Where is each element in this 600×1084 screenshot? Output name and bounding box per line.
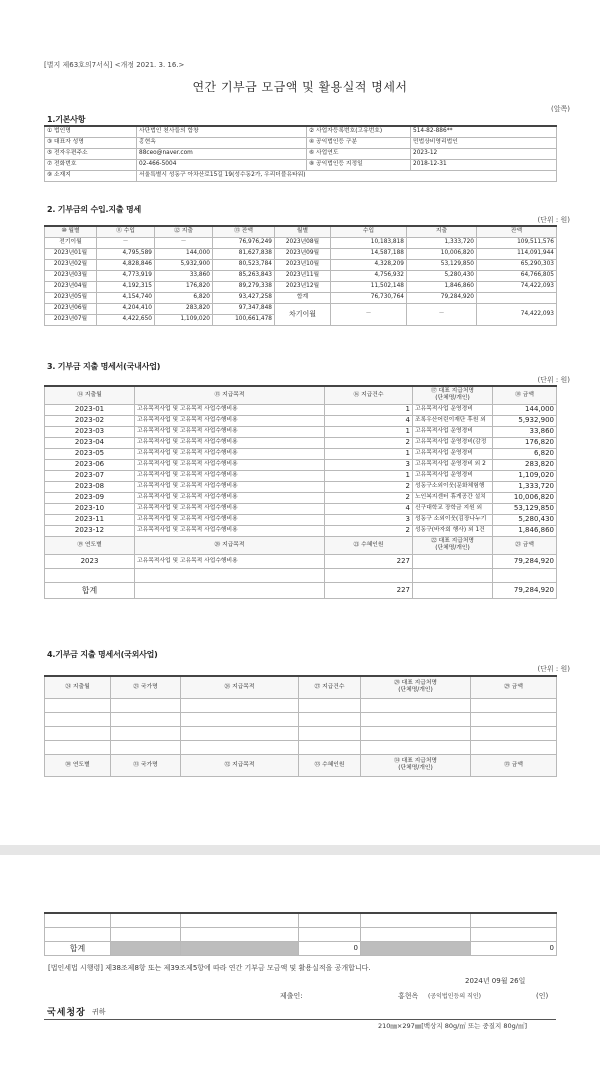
column-header: ㉑ 수혜인원 [325, 536, 413, 554]
submitter-label: 제출인: [280, 992, 303, 1000]
expense-payee: 신구대학교 장학금 지원 외 [413, 503, 493, 514]
shaded-cell [361, 941, 471, 955]
column-header: ⑯ 지급건수 [325, 386, 413, 404]
expense-count: 4 [325, 503, 413, 514]
income-cell: 53,129,850 [407, 259, 477, 270]
blank-cell [299, 740, 361, 754]
foreign-blank-row [45, 698, 557, 712]
income-row [45, 237, 557, 248]
basic-label: ② 사업자등록번호(고유번호) [307, 126, 411, 137]
submitter-role: (공익법인등의 직인) [428, 993, 481, 1000]
blank-cell [299, 913, 361, 927]
expense-amount: 5,280,430 [493, 514, 557, 525]
domestic-total-row [45, 582, 557, 598]
blank-cell [493, 568, 557, 582]
income-cell: 2023년02월 [45, 259, 97, 270]
income-cell: 14,587,188 [331, 248, 407, 259]
income-cell: 76,730,764 [331, 292, 407, 303]
recipient-suffix: 귀하 [92, 1008, 106, 1016]
basic-row [45, 170, 557, 181]
total-amount: 0 [471, 941, 557, 955]
foreign-year-header-row [45, 754, 557, 776]
income-cell: 2023년04월 [45, 281, 97, 292]
section-basic-title: 1.기본사항 [47, 115, 86, 124]
domestic-row [45, 514, 557, 525]
address-label: ⑨ 소재지 [45, 170, 137, 181]
income-cell: 76,976,249 [213, 237, 275, 248]
column-header: ⑲ 연도별 [45, 536, 135, 554]
basic-row [45, 159, 557, 170]
blank-cell [471, 913, 557, 927]
foreign-year-blank-row [45, 927, 557, 941]
expense-amount: 1,846,860 [493, 525, 557, 536]
blank-cell [361, 712, 471, 726]
income-cell: 114,091,944 [477, 248, 557, 259]
expense-purpose: 고유목적사업 및 고유목적 사업수행비용 [135, 415, 325, 426]
income-cell: 합계 [275, 292, 331, 303]
income-cell: 2023년05월 [45, 292, 97, 303]
foreign-expense-table [44, 675, 557, 777]
income-cell: 176,820 [155, 281, 213, 292]
expense-purpose: 고유목적사업 및 고유목적 사업수행비용 [135, 525, 325, 536]
blank-cell [45, 740, 111, 754]
income-unit: (단위 : 원) [537, 216, 570, 224]
basic-info-table [44, 125, 557, 182]
total-count: 227 [325, 582, 413, 598]
blank-cell [361, 913, 471, 927]
basic-label: ⑦ 전화번호 [45, 159, 137, 170]
blank-cell [413, 568, 493, 582]
domestic-row [45, 415, 557, 426]
header-line: ㉘ 대표 지급처명 [393, 680, 438, 687]
blank-cell [45, 698, 111, 712]
basic-value: 02-466-5004 [137, 159, 307, 170]
income-cell: 1,333,720 [407, 237, 477, 248]
expense-purpose: 고유목적사업 및 고유목적 사업수행비용 [135, 492, 325, 503]
income-cell [477, 292, 557, 303]
expense-month: 2023-02 [45, 415, 135, 426]
header-line: (단체명/개인) [435, 545, 470, 551]
basic-label: ⑤ 전자우편주소 [45, 148, 137, 159]
column-header: ⑭ 지출월 [45, 386, 135, 404]
total-count: 0 [299, 941, 361, 955]
expense-payee: 고유목적사업 운영경비 외 2 [413, 459, 493, 470]
income-cell: 97,347,848 [213, 303, 275, 314]
blank-cell [45, 913, 111, 927]
domestic-year-row [45, 554, 557, 568]
blank-cell [299, 712, 361, 726]
column-header [413, 536, 493, 554]
column-header: ㉖ 지급목적 [181, 676, 299, 698]
expense-amount: 1,109,020 [493, 470, 557, 481]
year-purpose: 고유목적사업 및 고유목적 사업수행비용 [135, 554, 325, 568]
header-line: (단체명/개인) [435, 395, 470, 402]
column-header [413, 386, 493, 404]
blank-cell [181, 712, 299, 726]
blank-cell [181, 698, 299, 712]
column-header: 월별 [275, 226, 331, 237]
basic-row [45, 126, 557, 137]
income-cell: 100,661,478 [213, 314, 275, 325]
basic-label: ⑧ 공익법인등 지정일 [307, 159, 411, 170]
basic-label: ③ 대표자 성명 [45, 137, 137, 148]
income-cell: 4,756,932 [331, 270, 407, 281]
blank-cell [181, 726, 299, 740]
column-header [361, 754, 471, 776]
blank-cell [181, 927, 299, 941]
expense-count: 2 [325, 525, 413, 536]
income-cell: 109,511,576 [477, 237, 557, 248]
blank-cell [471, 712, 557, 726]
expense-payee: 고유목적사업 운영경비 [413, 448, 493, 459]
domestic-row [45, 503, 557, 514]
column-header: ⑫ 지출 [155, 226, 213, 237]
expense-count: 3 [325, 459, 413, 470]
income-cell: 79,284,920 [407, 292, 477, 303]
income-row [45, 270, 557, 281]
domestic-row [45, 470, 557, 481]
column-header: ㉕ 국가명 [111, 676, 181, 698]
expense-payee: 고유목적사업 운영경비 [413, 404, 493, 415]
expense-amount: 33,860 [493, 426, 557, 437]
income-cell: 5,280,430 [407, 270, 477, 281]
income-cell: 93,427,258 [213, 292, 275, 303]
income-cell: 283,820 [155, 303, 213, 314]
total-label: 합계 [45, 582, 135, 598]
header-line: ㉒ 대표 지급처명 [430, 538, 475, 544]
expense-amount: 6,820 [493, 448, 557, 459]
column-header: ⑱ 금액 [493, 386, 557, 404]
column-header: ㉓ 금액 [493, 536, 557, 554]
header-line: (단체명/개인) [398, 765, 433, 771]
blank-cell [413, 582, 493, 598]
expense-purpose: 고유목적사업 및 고유목적 사업수행비용 [135, 448, 325, 459]
income-cell: 2023년07월 [45, 314, 97, 325]
blank-cell [111, 927, 181, 941]
column-header: 수입 [331, 226, 407, 237]
income-cell: 65,290,303 [477, 259, 557, 270]
blank-cell [471, 698, 557, 712]
expense-payee: 성동구소외이웃(문화체험행 [413, 481, 493, 492]
address-value: 서울특별시 성동구 아차산로15길 19(성수동2가, 우리더블유타워) [137, 170, 557, 181]
income-cell: 1,109,020 [155, 314, 213, 325]
carry-over-label: 차기이월 [275, 303, 331, 325]
foreign-total-row [45, 941, 557, 955]
income-header-row [45, 226, 557, 237]
income-cell: 33,860 [155, 270, 213, 281]
expense-amount: 53,129,850 [493, 503, 557, 514]
domestic-row [45, 492, 557, 503]
blank-cell [135, 568, 325, 582]
expense-amount: 144,000 [493, 404, 557, 415]
domestic-row [45, 404, 557, 415]
total-amount: 79,284,920 [493, 582, 557, 598]
blank-cell [181, 913, 299, 927]
income-cell: 10,006,820 [407, 248, 477, 259]
domestic-row [45, 481, 557, 492]
expense-purpose: 고유목적사업 및 고유목적 사업수행비용 [135, 514, 325, 525]
foreign-unit: (단위 : 원) [537, 665, 570, 673]
income-cell: 81,627,838 [213, 248, 275, 259]
blank-cell [471, 927, 557, 941]
income-cell: 2023년09월 [275, 248, 331, 259]
blank-cell [111, 726, 181, 740]
header-line: (단체명/개인) [398, 687, 433, 694]
column-header: 잔액 [477, 226, 557, 237]
expense-month: 2023-06 [45, 459, 135, 470]
expense-count: 2 [325, 492, 413, 503]
income-cell: 4,828,846 [97, 259, 155, 270]
column-header: ㉜ 지급목적 [181, 754, 299, 776]
domestic-header-row [45, 386, 557, 404]
domestic-row [45, 437, 557, 448]
section-foreign-title: 4.기부금 지출 명세서(국외사업) [47, 650, 158, 659]
document-title: 연간 기부금 모금액 및 활용실적 명세서 [192, 80, 408, 94]
column-header: ㉗ 지급건수 [299, 676, 361, 698]
domestic-row [45, 525, 557, 536]
expense-count: 1 [325, 426, 413, 437]
basic-value: 2023-12 [411, 148, 557, 159]
expense-payee: 고유목적사업 운영경비 [413, 470, 493, 481]
expense-count: 1 [325, 470, 413, 481]
income-cell: 144,000 [155, 248, 213, 259]
income-cell: 6,820 [155, 292, 213, 303]
income-cell: 64,766,805 [477, 270, 557, 281]
income-cell: 4,422,650 [97, 314, 155, 325]
income-row [45, 303, 557, 314]
foreign-year-blank-row [45, 913, 557, 927]
expense-payee: 성동구(바자회 행사) 외 1건 [413, 525, 493, 536]
income-cell: － [155, 237, 213, 248]
carry-over-balance: 74,422,093 [477, 303, 557, 325]
basic-value: 2018-12-31 [411, 159, 557, 170]
law-note: [법인세법 시행령] 제38조제8항 또는 제39조제5항에 따라 연간 기부금 모금액 및 활용실적을 공개합니다. [48, 964, 371, 972]
blank-cell [361, 740, 471, 754]
column-header: ㉛ 국가명 [111, 754, 181, 776]
section-income-title: 2. 기부금의 수입.지출 명세 [47, 205, 142, 214]
income-cell: 5,932,900 [155, 259, 213, 270]
basic-value: 홍현옥 [137, 137, 307, 148]
expense-amount: 10,006,820 [493, 492, 557, 503]
page-side-label: (앞쪽) [551, 105, 570, 113]
expense-amount: 5,932,900 [493, 415, 557, 426]
blank-cell [299, 726, 361, 740]
column-header: ⑬ 잔액 [213, 226, 275, 237]
column-header: 지출 [407, 226, 477, 237]
income-row [45, 248, 557, 259]
domestic-blank-row [45, 568, 557, 582]
year-beneficiaries: 227 [325, 554, 413, 568]
income-cell: 1,846,860 [407, 281, 477, 292]
expense-purpose: 고유목적사업 및 고유목적 사업수행비용 [135, 404, 325, 415]
blank-cell [471, 740, 557, 754]
expense-payee: 성동구 소외이웃(김장나누기 [413, 514, 493, 525]
expense-month: 2023-04 [45, 437, 135, 448]
year-amount: 79,284,920 [493, 554, 557, 568]
total-label: 합계 [45, 941, 111, 955]
expense-month: 2023-11 [45, 514, 135, 525]
header-line: ⑰ 대표 지급처명 [430, 388, 475, 395]
shaded-cell [181, 941, 299, 955]
income-cell: 4,773,919 [97, 270, 155, 281]
foreign-total-table [44, 912, 557, 956]
income-cell: 80,523,784 [213, 259, 275, 270]
income-cell: 2023년06월 [45, 303, 97, 314]
expense-payee: 고유목적사업 운영경비 [413, 426, 493, 437]
expense-count: 3 [325, 514, 413, 525]
income-cell: 11,502,148 [331, 281, 407, 292]
income-expense-table [44, 225, 557, 326]
basic-label: ① 법인명 [45, 126, 137, 137]
income-cell: 2023년10월 [275, 259, 331, 270]
expense-month: 2023-05 [45, 448, 135, 459]
column-header: ⑩ 월별 [45, 226, 97, 237]
income-row [45, 292, 557, 303]
foreign-blank-row [45, 740, 557, 754]
blank-cell [361, 698, 471, 712]
expense-purpose: 고유목적사업 및 고유목적 사업수행비용 [135, 503, 325, 514]
recipient: 국세청장 [47, 1008, 86, 1018]
blank-cell [361, 726, 471, 740]
income-row [45, 259, 557, 270]
blank-cell [361, 927, 471, 941]
income-cell: 74,422,093 [477, 281, 557, 292]
domestic-unit: (단위 : 원) [537, 376, 570, 384]
domestic-row [45, 459, 557, 470]
expense-count: 4 [325, 415, 413, 426]
blank-cell [45, 712, 111, 726]
column-header [361, 676, 471, 698]
blank-cell [111, 698, 181, 712]
expense-purpose: 고유목적사업 및 고유목적 사업수행비용 [135, 437, 325, 448]
income-cell: 4,795,589 [97, 248, 155, 259]
blank-cell [299, 698, 361, 712]
domestic-row [45, 448, 557, 459]
income-cell: 2023년01월 [45, 248, 97, 259]
expense-purpose: 고유목적사업 및 고유목적 사업수행비용 [135, 481, 325, 492]
income-cell: 4,204,410 [97, 303, 155, 314]
carry-over-income: － [331, 303, 407, 325]
basic-value: 민법상비영리법인 [411, 137, 557, 148]
blank-cell [471, 726, 557, 740]
income-cell: 4,328,209 [331, 259, 407, 270]
income-cell: 2023년08월 [275, 237, 331, 248]
column-header: ㉔ 지출월 [45, 676, 111, 698]
blank-cell [111, 913, 181, 927]
income-cell: 2023년11월 [275, 270, 331, 281]
domestic-year-header-row [45, 536, 557, 554]
expense-month: 2023-08 [45, 481, 135, 492]
blank-cell [45, 726, 111, 740]
income-cell: 4,154,740 [97, 292, 155, 303]
column-header: ⑮ 지급목적 [135, 386, 325, 404]
column-header: ⑪ 수입 [97, 226, 155, 237]
expense-purpose: 고유목적사업 및 고유목적 사업수행비용 [135, 459, 325, 470]
basic-label: ④ 공익법인등 구분 [307, 137, 411, 148]
blank-cell [111, 712, 181, 726]
expense-month: 2023-07 [45, 470, 135, 481]
expense-month: 2023-09 [45, 492, 135, 503]
bottom-rule [44, 1019, 556, 1020]
domestic-expense-table [44, 385, 557, 599]
expense-count: 2 [325, 481, 413, 492]
basic-value: 사단법인 천사들의 합창 [137, 126, 307, 137]
blank-cell [325, 568, 413, 582]
expense-payee: 조록우산어린이재단 후원 외 [413, 415, 493, 426]
expense-amount: 1,333,720 [493, 481, 557, 492]
expense-count: 1 [325, 448, 413, 459]
expense-purpose: 고유목적사업 및 고유목적 사업수행비용 [135, 470, 325, 481]
foreign-blank-row [45, 712, 557, 726]
expense-month: 2023-12 [45, 525, 135, 536]
blank-cell [299, 927, 361, 941]
shaded-cell [111, 941, 181, 955]
expense-month: 2023-03 [45, 426, 135, 437]
form-page-back [0, 855, 600, 1084]
income-cell: 전기이월 [45, 237, 97, 248]
income-cell: 85,263,843 [213, 270, 275, 281]
submitter-name: 홍현옥 [398, 992, 419, 1000]
blank-cell [111, 740, 181, 754]
expense-count: 2 [325, 437, 413, 448]
form-number: [별지 제63호의7서식] <개정 2021. 3. 16.> [44, 61, 185, 69]
income-cell: 2023년03월 [45, 270, 97, 281]
blank-cell [181, 740, 299, 754]
basic-value: 88ceo@naver.com [137, 148, 307, 159]
blank-cell [45, 568, 135, 582]
income-cell: 2023년12월 [275, 281, 331, 292]
column-header: ㉙ 금액 [471, 676, 557, 698]
income-cell: 4,192,315 [97, 281, 155, 292]
blank-cell [45, 927, 111, 941]
income-row [45, 281, 557, 292]
foreign-blank-row [45, 726, 557, 740]
column-header: ㉝ 수혜인원 [299, 754, 361, 776]
submit-date: 2024년 09월 26일 [465, 977, 526, 985]
paper-spec: 210㎜×297㎜[백상지 80g/㎡ 또는 중질지 80g/㎡] [378, 1022, 528, 1030]
year-cell: 2023 [45, 554, 135, 568]
expense-amount: 283,820 [493, 459, 557, 470]
column-header: ⑳ 지급목적 [135, 536, 325, 554]
domestic-row [45, 426, 557, 437]
expense-purpose: 고유목적사업 및 고유목적 사업수행비용 [135, 426, 325, 437]
expense-month: 2023-10 [45, 503, 135, 514]
basic-row [45, 137, 557, 148]
column-header: ㉚ 연도별 [45, 754, 111, 776]
basic-label: ⑥ 사업연도 [307, 148, 411, 159]
column-header: ㉟ 금액 [471, 754, 557, 776]
carry-over-expense: － [407, 303, 477, 325]
section-domestic-title: 3. 기부금 지출 명세서(국내사업) [47, 362, 161, 371]
income-cell: 10,183,818 [331, 237, 407, 248]
expense-payee: 노인복지센터 휴게공간 설치 [413, 492, 493, 503]
header-line: ㉞ 대표 지급처명 [393, 758, 438, 764]
expense-month: 2023-01 [45, 404, 135, 415]
expense-count: 1 [325, 404, 413, 415]
income-cell: － [97, 237, 155, 248]
seal-mark: (인) [536, 992, 549, 1000]
basic-value: 514-82-886** [411, 126, 557, 137]
year-payee [413, 554, 493, 568]
expense-amount: 176,820 [493, 437, 557, 448]
expense-payee: 고유목적사업 운영경비(감정 [413, 437, 493, 448]
blank-cell [135, 582, 325, 598]
foreign-header-row [45, 676, 557, 698]
income-cell: 89,279,338 [213, 281, 275, 292]
basic-row [45, 148, 557, 159]
